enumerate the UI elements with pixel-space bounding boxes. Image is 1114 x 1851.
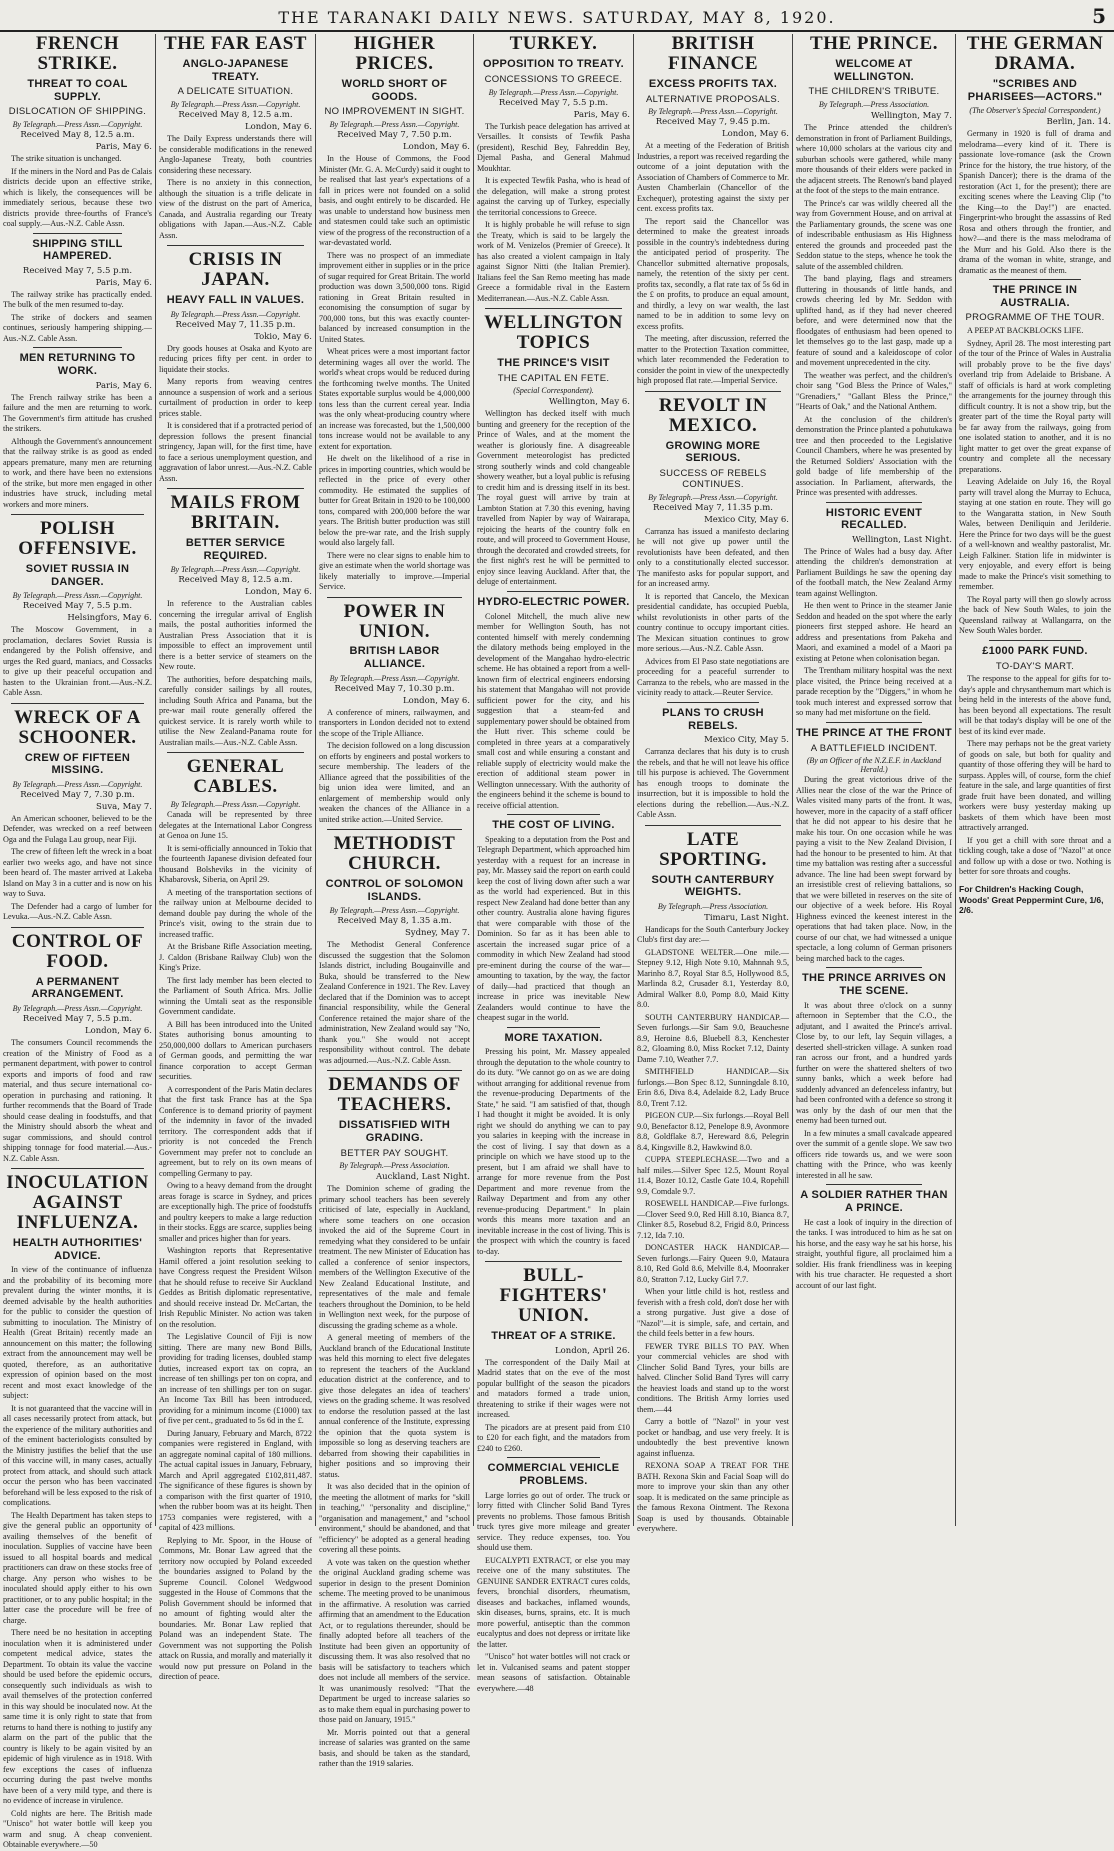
article-byline: By Telegraph.—Press Assn.—Copyright. bbox=[12, 591, 143, 601]
article-byline: By Telegraph.—Press Assn.—Copyright. bbox=[170, 309, 301, 319]
article-paragraph: GLADSTONE WELTER.—One mile.—Stepney 9.12, High Note 9.10, Mahnnah 9.5, Marinho 8.7, Royal Star 8.5, Hollywood 8.5, Marlinda 8.2, Crusader 8.1, Yesterday 8.0, Admiral Walker 8.0, Pomp 8.0, Maid Kitty 8.0. bbox=[637, 947, 789, 1010]
article-subhead: WELCOME AT WELLINGTON. bbox=[833, 57, 915, 83]
article-paragraph: There is no anxiety in this connection, although the situation is a trifle delicate in view of the distrust on the part of America, Canada, and Australia regarding our Treaty obligations with Japan.—Aus.-N.Z. Cable Assn. bbox=[159, 178, 312, 240]
article-subhead: CREW OF FIFTEEN MISSING. bbox=[24, 751, 131, 777]
article-byline: By Telegraph.—Press Assn.—Copyright. bbox=[648, 107, 778, 117]
article-subhead: £1000 PARK FUND. bbox=[982, 644, 1088, 657]
article-dateline: Paris, May 6. bbox=[573, 109, 630, 120]
article-paragraph: The Prince attended the children's demonstration in front of Parliament Buildings, where 10,000 scholars at the various city and suburban schools were gathered, while many more thousands of their elders were packed in the adjacent streets. The Renown's band played at the foot of the steps to the main entrance. bbox=[796, 123, 952, 196]
article-paragraph: The weather was perfect, and the children's choir sang "God Bless the Prince of Wales," "Grenadiers," "Gallant Bless the Prince," "Hearts of Oak," and the National Anthem. bbox=[796, 370, 952, 412]
article-paragraph: "Unisco" hot water bottles will not crack or let in. Vulcanised seams and patent stopper mean seasons of satisfaction. Obtainable everywhere.—48 bbox=[477, 1652, 630, 1693]
article-paragraph: Colonel Mitchell, the much alive new member for Wellington South, has not contented himself with merely condemning the dilatory methods being employed in the development of the Mangahao hydro-electric scheme. He has obtained a report from a well-known firm of electrical engineers endorsing his statement that Mangahao will not provide sufficient power for the city, and his suggestion that a steam-fed and supplementary power should be obtained from the Hutt river. This scheme could be completed in three years at a comparatively small cost and while ensuring a constant and reliable supply of electricity would make the erection of additional steam power in Wellington unnecessary. With the authority of the engineers behind it the scheme is bound to receive official attention. bbox=[477, 611, 630, 810]
column-4 bbox=[474, 33, 634, 1693]
article-divider bbox=[327, 1070, 462, 1071]
article-subhead: HEALTH AUTHORITIES' ADVICE. bbox=[12, 1236, 143, 1262]
article-headline: MAILS FROM BRITAIN. bbox=[170, 492, 301, 534]
article-paragraph: He then went to Prince in the steamer Janie Seddon and headed on the spot where the early pioneers first stepped ashore. He heard an address and presentations from Pakeha and Maori, and examined a model of a Maori pa existing at Petone when colonisation began. bbox=[796, 601, 952, 663]
article-paragraph: The railway strike has practically ended. The bulk of the men resumed to-day. bbox=[3, 289, 152, 310]
article-divider bbox=[327, 829, 462, 830]
article-paragraph: Cold nights are here. The British made "Unisco" hot water bottle will keep you warm and snug. A cheap convenient. Obtainable everywhere.—50 bbox=[3, 1808, 152, 1850]
article-received: Received May 7, 7.50 p.m. bbox=[337, 130, 452, 141]
article-headline: THE GERMAN DRAMA. bbox=[966, 33, 1104, 74]
article-subhead: PLANS TO CRUSH REBELS. bbox=[662, 706, 764, 732]
article bbox=[637, 34, 789, 387]
article-paragraph: The Dominion scheme of grading the primary school teachers has been severely criticised of late, especially in Auckland, where some teachers on one occasion invoked the aid of the Supreme Court in remedying what they considered to be unfair treatment. The new Minister of Education has called a conference of senior inspectors, members of the Wellington Executive of the New Zealand Educational Institute, and representatives of the male and female teachers throughout the Dominion, to be held in Wellington next week, for the purpose of discussing the grading scheme as a whole. bbox=[319, 1184, 470, 1330]
ad-line: For Children's Hacking Cough, bbox=[959, 883, 1084, 894]
article-divider bbox=[167, 752, 304, 753]
article bbox=[477, 1261, 630, 1454]
article-paragraph: The meeting, after discussion, referred the matter to the Protection Taxation committee, which later recommended the Federation to consider the point in view of the unexpectedly high proposed flat rate.—Imperial Service. bbox=[637, 334, 789, 386]
article-received: Received May 7, 7.30 p.m. bbox=[20, 789, 135, 800]
article-headline: INOCULATION AGAINST INFLUENZA. bbox=[6, 1172, 149, 1233]
article-divider bbox=[645, 391, 781, 392]
article-paragraph: Many reports from weaving centres announce a suspension of work and a serious curtailment of production in order to keep prices stable. bbox=[159, 377, 312, 418]
article-dateline: Mexico City, May 5. bbox=[704, 735, 789, 746]
article-divider bbox=[167, 245, 304, 246]
article-paragraph: Germany in 1920 is full of drama and melodrama—every kind of it. There is passionate love-romance (ask the Crown Prince for the history, the true history, of the Spanish Dancer); there is the drama of the restoration (Act 1, for the present); there are exciting scenes where the Leaving Clip ("to the King—to the Day!") are enacted. Fingerprint-who brought the assassins of Red Rosa and others through the frontier, and how?—and there is the mass melodrama of the Murr and his Gold. Also there is the drama of the woman in white, strange, and dramatic as the meanest of them. bbox=[959, 129, 1111, 275]
article-dateline: London, May 6. bbox=[84, 1026, 152, 1037]
article-paragraph: It is expected Tewfik Pasha, who is head of the delegation, will make a strong protest against the carving up of Turkey, especially the territorial concessions to Greece. bbox=[477, 176, 630, 217]
article-subhead: CONTROL OF SOLOMON ISLANDS. bbox=[325, 878, 464, 903]
article-paragraph: It is considered that if a protracted period of depression follows the present financial stringency, Japan will, for the first time, have to face a serious unemployment question, and aggravation of labor unrest.—Aus.-N.Z. Cable Assn. bbox=[159, 421, 312, 483]
article-subhead: COMMERCIAL VEHICLE PROBLEMS. bbox=[487, 1462, 620, 1487]
article-kicker: A BATTLEFIELD INCIDENT. bbox=[810, 742, 938, 754]
article-paragraph: An American schooner, believed to be the Defender, was wrecked on a reef between Oga and the Fulaga Lau group, near Fiji. bbox=[3, 813, 152, 844]
article bbox=[477, 814, 630, 1024]
article-headline: THE FAR EAST bbox=[164, 33, 307, 54]
article-subhead: BRITISH LABOR ALLIANCE. bbox=[349, 645, 440, 671]
article-byline: By Telegraph.—Press Assn.—Copyright. bbox=[329, 673, 460, 683]
article-kicker: CONCESSIONS TO GREECE. bbox=[484, 73, 623, 85]
article-received: Received May 8, 12.5 a.m. bbox=[20, 130, 135, 141]
article-dateline: Mexico City, May 6. bbox=[704, 514, 789, 525]
article-subhead: MEN RETURNING TO WORK. bbox=[19, 352, 136, 377]
article-divider bbox=[11, 927, 144, 928]
article-byline: By Telegraph.—Press Assn.—Copyright. bbox=[648, 492, 778, 502]
article-paragraph: It was also decided that in the opinion of the meeting the allotment of marks for "skill in teaching," "personality and discipline," "organisation and management," and "school environment," should be abandoned, and that "efficiency" be adopted as a general heading covering all these points. bbox=[319, 1482, 470, 1555]
article-kicker: BETTER PAY SOUGHT. bbox=[340, 1147, 449, 1159]
article-paragraph: The Royal party will then go slowly across the back of New South Wales, to join the Queensland railway at Wallangarra, on the New South Wales border. bbox=[959, 594, 1111, 636]
article bbox=[3, 347, 152, 510]
article-subhead: WORLD SHORT OF GOODS. bbox=[341, 77, 448, 103]
article-byline: By Telegraph.—Press Association. bbox=[339, 1161, 450, 1171]
section-divider bbox=[826, 722, 922, 723]
article-paragraph: Wellington has decked itself with much bunting and greenery for the reception of the Prince of Wales, and at the moment the weather is gloriously fine. A disagreeable Government meteorologist has predicted strong southerly winds and cold changeable showery weather, but a loyal public is refusing to credit him and is dressing itself in its best. The royal guest will arrive by train at Lambton Station at 7.30 this evening, having travelled from Napier by way of Wairarapa, rejoicing the hearts of the country folk en route, and will proceed to Government House, through the decorated and crowded streets, for the first night's rest he will be permitted to enjoy since leaving Auckland. After that, the deluge of entertainment. bbox=[477, 409, 630, 587]
article-paragraph: There was no prospect of an immediate improvement either in supplies or in the price of sugar required for Great Britain. The world production was down 3,500,000 tons. Rigid rationing in Great Britain resulted in economising the consumption of sugar by 700,000 tons, but this was exactly counter-balanced by increased consumption in the United States. bbox=[319, 250, 470, 344]
article-byline: (By an Officer of the N.Z.E.F. in Auckland Herald.) bbox=[806, 756, 942, 775]
article-subhead: EXCESS PROFITS TAX. bbox=[648, 77, 778, 90]
article-kicker: TO-DAY'S MART. bbox=[995, 660, 1075, 672]
article-subhead: MORE TAXATION. bbox=[504, 1031, 603, 1044]
article-dateline: London, May 6. bbox=[402, 695, 470, 706]
article-byline: By Telegraph.—Press Assn.—Copyright. bbox=[12, 1004, 143, 1014]
article-kicker: A DELICATE SITUATION. bbox=[177, 86, 294, 98]
article-kicker: DISLOCATION OF SHIPPING. bbox=[8, 106, 147, 118]
article-byline: By Telegraph.—Press Assn.—Copyright. bbox=[488, 87, 619, 97]
section-divider bbox=[507, 814, 600, 815]
article-paragraph: Speaking to a deputation from the Post and Telegraph Department, which approached him yesterday with a request for an increase in pay, Mr. Massey said the report on earth could keep the cost of living down after such a war as the world had experienced. But in this respect New Zealand had done better than any other country. Australia alone having figures that were comparable with those of the Dominion. So far as it has been able to ascertain the increased sugar price of a commodity in which New Zealand had stood pre-eminent during the course of the war—amounting to taxation, by the way, the factor of daily—had practiced that though an increase in price was inevitable New Zealanders would continue to have the cheapest sugar in the world. bbox=[477, 834, 630, 1023]
article-byline: By Telegraph.—Press Association. bbox=[818, 100, 930, 110]
article bbox=[319, 829, 470, 1066]
article-paragraph: SOUTH CANTERBURY HANDICAP.—Seven furlongs.—Sir Sam 9.0, Beauchesne 8.9, Heroine 8.6, Bluebell 8.3, Kenchester 8.2, Gloaming 8.0, Miss Rocket 7.12, Dainty Dame 7.10, Weather 7.7. bbox=[637, 1012, 789, 1064]
article-received: Received May 7, 11.35 p.m. bbox=[175, 319, 296, 330]
article bbox=[159, 34, 312, 241]
article bbox=[3, 233, 152, 345]
article bbox=[796, 1184, 952, 1291]
article-received: Received May 7, 5.5 p.m. bbox=[22, 601, 133, 612]
article-paragraph: In view of the continuance of influenza and the probability of its becoming more prevalent during the winter months, it is deemed advisable by the health authorities for the public to consider the question of submitting to inoculation. The Ministry of Health (Great Britain) recently made an announcement on this matter; the following extract from the announcement may well be quoted, therefore, as an authoritative expression of opinion based on the most recent and most exact knowledge of the subject: bbox=[3, 1265, 152, 1401]
article-paragraph: Sydney, April 28. The most interesting part of the tour of the Prince of Wales in Australia will probably prove to be the five days' overland trip from Adelaide to Brisbane. A staff of officials is hard at work completing the arrangements for the journey through this difficult country. It is not a show trip, but the greater part of the time the Royal party will be far away from the railways, going from one isolated station to another, and it is no light matter to get over the great expanse of country and complete all the necessary preparations. bbox=[959, 338, 1111, 474]
article bbox=[477, 1027, 630, 1258]
article-paragraph: ROSEWELL HANDICAP.—Five furlongs.—Clover Seed 9.0, Red Hill 8.10, Bianca 8.7, Clinker 8.5, Rosebud 8.2, Frigid 8.0, Princess 7.12, Ida 7.10. bbox=[637, 1199, 789, 1240]
article bbox=[796, 34, 952, 499]
article-byline: By Telegraph.—Press Assn.—Copyright. bbox=[12, 779, 143, 789]
article-paragraph: The response to the appeal for gifts for to-day's apple and chrysanthemum mart which is being held in the interests of the above fund, has been beyond all expectations. The result will be that today's display will be one of the best of its kind ever made. bbox=[959, 674, 1111, 736]
article-paragraph: Owing to a heavy demand from the drought areas forage is scarce in Sydney, and prices are exceptionally high. The price of foodstuffs and poultry keepers to make a large reduction in their stocks. Eggs are scarce, supplies being smaller and prices higher than for years. bbox=[159, 1181, 312, 1243]
article-byline: By Telegraph.—Press Assn.—Copyright. bbox=[170, 800, 301, 810]
article-divider bbox=[167, 488, 304, 489]
article bbox=[796, 967, 952, 1181]
article-paragraph: A general meeting of members of the Auckland branch of the Educational Institute was held this morning to elect five delegates to represent the teachers of the Auckland education district at the conference, and to give those delegates an idea of teachers' views on the grading scheme. It was resolved to endorse the resolution passed at the last annual conference of the Institute, expressing the opinion that the quota system is impossible so long as deserving teachers are debarred from showing their capabilities in higher positions and so improving their status. bbox=[319, 1333, 470, 1479]
article-paragraph: It is semi-officially announced in Tokio that the fourteenth Japanese division defeated four thousand Bolsheviks in the vicinity of Khabarovsk, Siberia, on April 29. bbox=[159, 843, 312, 885]
article-paragraph: A PEEP AT BACKBLOCKS LIFE. bbox=[967, 326, 1084, 336]
article bbox=[159, 752, 312, 1682]
article-received: Received May 7, 9.45 p.m. bbox=[655, 117, 771, 128]
article-paragraph: Dry goods houses at Osaka and Kyoto are reducing prices fifty per cent. in order to liquidate their stocks. bbox=[159, 343, 312, 374]
section-divider bbox=[826, 502, 922, 503]
article-paragraph: It was about three o'clock on a sunny afternoon in September that the C.O., the adjutant, and I awaited the Prince's arrival. Close by, to our left, lay Sequin villages, a deserted shell-stricken village. A sunken road ran across our front, and a hundred yards further on were the shattered shelters of two sunny banks, which a week before had suddenly advanced an defenceless infantry, but had been confronted with a defence so strong it was only by the dash of our men that the enemy had been turned out. bbox=[796, 1000, 952, 1126]
article-paragraph: The picadors are at present paid from £10 to £20 for each fight, and the matadors from £240 to £260. bbox=[477, 1422, 630, 1453]
article-paragraph: The Methodist General Conference discussed the suggestion that the Solomon Islands district, including Bougainville and Buka, should be transferred to the New Zealand Conference in 1921. The Rev. Lavey declared that if the Dominion was to accept financial responsibility, while the General Conference retained the major share of the administration, New Zealand would say "No, thank you." She would not accept responsibility without control. The debate was adjourned.—Aus.-N.Z. Cable Assn. bbox=[319, 940, 470, 1065]
article-headline: FRENCH STRIKE. bbox=[35, 33, 120, 74]
article-paragraph: The Moscow Government, in a proclamation, declares Soviet Russia is endangered by the Polish offensive, and urges the Red guard, maniacs, and Cossacks to give up their peaceful occupation and hasten to the Ukrainian front.—Aus.-N.Z. Cable Assn. bbox=[3, 625, 152, 698]
article-paragraph: Handicaps for the South Canterbury Jockey Club's first day are:— bbox=[637, 924, 789, 945]
article-dateline: Wellington, May 6. bbox=[549, 397, 630, 408]
article bbox=[319, 597, 470, 826]
article-paragraph: The Defender had a cargo of lumber for Levuka.—Aus.-N.Z. Cable Assn. bbox=[3, 901, 152, 922]
article-paragraph: There were no clear signs to enable him to give an estimate when the world shortage was likely materially to improve.—Imperial Service. bbox=[319, 550, 470, 592]
article-subhead: A SOLDIER RATHER THAN A PRINCE. bbox=[800, 1189, 948, 1214]
article-dateline: Timaru, Last Night. bbox=[704, 912, 789, 923]
article-subhead: SHIPPING STILL HAMPERED. bbox=[32, 237, 123, 263]
article-subhead: SOVIET RUSSIA IN DANGER. bbox=[25, 563, 130, 588]
article-subhead: THE PRINCE ARRIVES ON THE SCENE. bbox=[801, 972, 947, 998]
article bbox=[3, 703, 152, 923]
article-divider bbox=[327, 597, 462, 598]
article-paragraph: Replying to Mr. Spoor, in the House of Commons, Mr. Bonar Law agreed that the territory now occupied by Poland exceeded the boundaries assigned to Poland by the Supreme Council. Colonel Wedgwood suggested in the House of Commons that the Polish Government should be informed that no amount of fighting would alter the boundaries. Mr. Bonar Law replied that Poland was an independent State. The Government was not supporting the Polish attack on Russia, and morally and materially it would now put pressure on Poland in the direction of peace. bbox=[159, 1535, 312, 1682]
article-paragraph: There need be no hesitation in accepting inoculation when it is administered under competent medical advice, states the Department. To obtain its value the vaccine should be used before the epidemic occurs, consequently such individuals as wish to avail themselves of the protection conferred in this way should be inoculated now. At the same time it is only right to state that from returns to hand there is nothing to justify any alarm on the part of the public that the country is likely to be again visited by an epidemic of high virulence as in 1918. With few exceptions the cases of influenza occurring during the past twelve months have been of a very mild type, and there is no evidence of increase in virulence. bbox=[3, 1628, 152, 1806]
article-paragraph: Large lorries go out of order. The truck or lorry fitted with Clincher Solid Band Tyres prevents no problems. Those famous British truck tyres give more mileage and greater service. They reduce expenses, too. You should use them. bbox=[477, 1490, 630, 1553]
article-headline: CRISIS IN JAPAN. bbox=[188, 249, 283, 291]
article-paragraph: In the House of Commons, the Food Minister (Mr. G. A. McCurdy) said it ought to be realised that last year's expectations of a fall in prices were not founded on a solid basis, and ought entirely to be discarded. He was unable to understand how business men and statesmen could take such an optimistic view of the progress of the reconstruction of a war-devastated world. bbox=[319, 154, 470, 248]
article-subhead: THE PRINCE IN AUSTRALIA. bbox=[992, 284, 1078, 309]
section-divider bbox=[989, 640, 1081, 641]
article bbox=[3, 34, 152, 230]
article-paragraph: During the great victorious drive of the Allies near the close of the war the Prince of Wales visited many parts of the front. It was, however, more in the capacity of a staff officer that he did not appear to his desire that he make his tour. On one occasion while he was paying a visit to the New Zealand Division, I had the honour to be presented to him. At that time my battalion was resting after a successful advance. The line had been swept forward by an irresistible crest of relieving battalions, so that we were billeted in reserves on the site of our objective of a week before. His Royal Highness evinced the keenest interest in the operations that had taken place. Now, in the course of our chat, we had witnessed a unique spectacle, a long column of German prisoners being marched back to the cages. bbox=[796, 775, 952, 963]
article bbox=[637, 702, 789, 821]
article bbox=[796, 722, 952, 965]
article-paragraph: He cast a look of inquiry in the direction of the tanks. I was introduced to him as he sat on his horse, and the easy way he sat his horse, his straight, youthful figure, all proclaimed him a soldier. His frank friendliness was in keeping with his true character. He requested a short account of our last fight. bbox=[796, 1217, 952, 1290]
article-paragraph: It is not guaranteed that the vaccine will in all cases necessarily protect from attack, but the experience of the military authorities and of the eminent bacteriologists consulted by the Ministry justifies the belief that the use of this vaccine will, in many cases, actually protect from attack, and should such attack occur the person who has been vaccinated beforehand will be less exposed to the risk of complications. bbox=[3, 1403, 152, 1508]
article-paragraph: It is highly probable he will refuse to sign the Treaty, which is said to be largely the work of M. Venizelos (Premier of Greece). It has also created a violent campaign in Italy against Signor Nitti (the Italian Premier). Italians feel the San Remo meeting has made Greece a formidable rival in the Eastern Mediterranean.—Aus.-N.Z. Cable Assn. bbox=[477, 220, 630, 303]
column-3 bbox=[316, 33, 474, 1769]
section-divider bbox=[33, 347, 122, 348]
article-subhead: SOUTH CANTERBURY WEIGHTS. bbox=[651, 873, 775, 899]
article-subhead: THREAT TO COAL SUPPLY. bbox=[27, 77, 128, 103]
article-paragraph: The Health Department has taken steps to give the general public an opportunity of availing themselves of the benefit of inoculation. Supplies of vaccine have been issued to all hospital boards and medical practitioners can draw on these stocks free of charge. Any person who wishes to be inoculated should apply either to his own practitioner, or to any public hospital; in the latter case the procedure will be free of charge. bbox=[3, 1510, 152, 1625]
article-paragraph: PIGEON CUP.—Six furlongs.—Royal Bell 9.0, Benefactor 8.12, Penelope 8.9, Avonmore 8.8, Goldflake 8.7, Hereward 8.6, Pelegrin 8.4, Kingsville 8.2, Hawkwind 8.0. bbox=[637, 1111, 789, 1152]
article-paragraph: The Prince's car was wildly cheered all the way from Government House, and on arrival at the Parliamentary grounds, the scene was one of indescribable enthusiasm as His Highness entered the grounds and proceeded past the Seddon statue to the steps, whence he took the salute of the assembled children. bbox=[796, 198, 952, 271]
article-divider bbox=[11, 514, 144, 515]
article-dateline: Wellington, May 7. bbox=[871, 111, 952, 122]
article-paragraph: If you get a chill with sore throat and a tickling cough, take a dose of "Nazol" at once and follow up with a dose or two. Nothing is better for sore throats and coughs. bbox=[959, 835, 1111, 877]
masthead bbox=[0, 0, 1114, 32]
article-subhead: HISTORIC EVENT RECALLED. bbox=[825, 506, 923, 532]
article-received: Received May 7, 5.5 p.m. bbox=[498, 97, 609, 108]
article-subhead: "SCRIBES AND PHARISEES—ACTORS." bbox=[967, 77, 1103, 103]
article-divider bbox=[485, 1261, 622, 1262]
article-subhead: THE PRINCE'S VISIT bbox=[497, 356, 610, 369]
article bbox=[959, 279, 1111, 637]
article-paragraph: A Bill has been introduced into the United States authorising bonus amounting to 250,000,000 dollars to American purchasers of German goods, and permitting the war finance corporation to accept German securities. bbox=[159, 1019, 312, 1082]
article-paragraph: FEWER TYRE BILLS TO PAY. When your commercial vehicles are shod with Clincher Solid Band Tyres, your bills are halved. Clincher Solid Band Tyres will carry the heaviest loads and stand up to the worst conditions. The British Army lorries used them.—44 bbox=[637, 1341, 789, 1414]
article-received: Received May 8, 12.5 a.m. bbox=[178, 110, 293, 121]
article-dateline: London, April 26. bbox=[555, 1345, 630, 1356]
article-paragraph: DONCASTER HACK HANDICAP.—Seven furlongs.—Fairy Queen 9.0, Mataura 8.10, Red Gold 8.6, Melville 8.4, Moonraker 8.0, Stratton 7.12, Lucky Girl 7.7. bbox=[637, 1243, 789, 1284]
article bbox=[637, 391, 789, 699]
article-headline: GENERAL CABLES. bbox=[186, 756, 285, 798]
article-paragraph: The report said the Chancellor was determined to make the greatest inroads possible in the country's indebtedness during the anticipated period of prosperity. The Chancellor submitted alternative proposals, namely, the retention of the sixty per cent. profits tax, secondly, a flat rate tax of 5s 6d in the £ on profits, to produce an equal amount, and thirdly, a levy on war wealth, the last named to be in addition to some levy on excess profits. bbox=[637, 216, 789, 331]
article-paragraph: Pressing his point, Mr. Massey appealed through the deputation to the whole country to do its duty. "We cannot go on as we are doing without arranging for additional revenue from the revenue-producing Departments of the State," he said. "I am satisfied of that, though I had thought it might be avoided. It is only right we should do anything we can to pay you salaries in keeping with the increase in the cost of living. I say that down as a principle on which we have stood up to the present, but I am afraid we shall have to arrange for more revenue from the Post Department and more revenue from the Railway Department and from any other revenue-producing Department." In plain words this means more taxation and an inevitable increase in the cost of living. This is the prospect with which the country is faced to-day. bbox=[477, 1047, 630, 1256]
article-paragraph: The correspondent of the Daily Mail at Madrid states that on the eve of the most popular bullfight of the season the picadors and matadors formed a trade union, threatening to strike if their wages were not increased. bbox=[477, 1357, 630, 1420]
article-subhead: A PERMANENT ARRANGEMENT. bbox=[31, 975, 124, 1001]
article-byline: (The Observer's Special Correspondent.) bbox=[969, 106, 1101, 116]
article-paragraph: The consumers Council recommends the creation of the Ministry of Food as a permanent department, with power to control exports and imports of food and raw material, and thus secure international co-operation in purchasing and rationing. It further recommends that the Board of Trade should cease dealing in foodstuffs, and that the Ministry should absorb the wheat and sugar commissions, and should control shipping tonnage for food material.—Aus.-N.Z. Cable Assn. bbox=[3, 1038, 152, 1163]
article-kicker: PROGRAMME OF THE TOUR. bbox=[965, 312, 1105, 324]
article-divider bbox=[11, 1168, 144, 1169]
article-paragraph: The Prince of Wales had a busy day. After attending the children's demonstration at Parliament Buildings he saw the opening day of the football match, the New Zealand Army team against Wellington. bbox=[796, 546, 952, 598]
article-byline: (Special Correspondent). bbox=[513, 386, 594, 396]
article bbox=[159, 488, 312, 748]
article bbox=[477, 34, 630, 304]
article-subhead: ANGLO-JAPANESE TREATY. bbox=[182, 57, 289, 83]
article-paragraph: When your little child is hot, restless and feverish with a fresh cold, don't dose her with a strong purgative. Just give a dose of "Nazol"—it is simple, safe, and certain, and the child feels better in a few hours. bbox=[637, 1287, 789, 1339]
article-headline: LATE SPORTING. bbox=[659, 828, 767, 870]
article-paragraph: The decision followed on a long discussion on efforts by engineers and postal workers to secure membership. The leaders of the Alliance agreed that the possibilities of the big union idea were limited, and an enlargement of membership would only weaken the chances of the Alliance in a united strike action.—United Service. bbox=[319, 741, 470, 824]
article-kicker: ALTERNATIVE PROPOSALS. bbox=[645, 93, 780, 105]
ad-line: Woods' Great Peppermint Cure, 1/6, 2/6. bbox=[959, 894, 1104, 916]
article-subhead: GROWING MORE SERIOUS. bbox=[665, 439, 761, 465]
section-divider bbox=[826, 1184, 922, 1185]
article-paragraph: If the miners in the Nord and Pas de Calais districts decide upon an effective strike, which is likely, the consequences will be immediately serious, because these two districts provide three-fourths of France's coal supply.—Aus.-N.Z. Cable Assn. bbox=[3, 166, 152, 229]
article-headline: WELLINGTON TOPICS bbox=[484, 312, 623, 353]
article-paragraph: The Turkish peace delegation has arrived at Versailles. It consists of Tewfik Pasha (president), Reschid Bey, Fahreddin Bey, Djemal Pasha, and General Mahmud Moukhtar. bbox=[477, 121, 630, 173]
article-headline: BRITISH FINANCE bbox=[667, 33, 759, 74]
article bbox=[319, 34, 470, 593]
article-kicker: SUCCESS OF REBELS CONTINUES. bbox=[659, 468, 767, 491]
article-divider bbox=[485, 308, 622, 309]
article-paragraph: At the Brisbane Rifle Association meeting, J. Caldon (Brisbane Railway Club) won the King's Prize. bbox=[159, 942, 312, 973]
article-subhead: DISSATISFIED WITH GRADING. bbox=[338, 1119, 451, 1144]
article-received: Received May 8, 1.35 a.m. bbox=[337, 916, 452, 927]
column-1 bbox=[0, 33, 156, 1850]
newspaper-title: THE TARANAKI DAILY NEWS. SATURDAY, MAY 8, 1920. bbox=[278, 8, 836, 27]
article-dateline: Wellington, Last Night. bbox=[852, 534, 952, 545]
article bbox=[637, 825, 789, 1535]
article-byline: By Telegraph.—Press Assn.—Copyright. bbox=[170, 565, 301, 575]
article-dateline: London, May 6. bbox=[244, 122, 312, 133]
article-paragraph: Carry a bottle of "Nazol" in your vest pocket or handbag, and use very freely. It is undoubtedly the best preventive known against influenza. bbox=[637, 1417, 789, 1458]
article-paragraph: Wheat prices were a most important factor determining wages all over the world. The world's wheat crops would be reduced during the forthcoming twelve months. The United States exportable surplus would be 4,000,000 tons less than the current cereal year. India was the only wheat-producing country where an increase was forecasted, but the 1,500,000 tons increase would not be available to any extent for exportation. bbox=[319, 347, 470, 451]
article-paragraph: During January, February and March, 8722 companies were registered in England, with an aggregate nominal capital of 180 millions. The actual capital issues in January, February, March and April aggregated £102,811,487. The significance of these figures is shown by a comparison with the first quarter of 1910, when the rubber boom was at its height. Then 1753 companies were registered, with a capital of 423 millions. bbox=[159, 1428, 312, 1533]
article-subhead: THREAT OF A STRIKE. bbox=[491, 1330, 616, 1343]
article-paragraph: He dwelt on the likelihood of a rise in prices in importing countries, which would be reflected in the price of every other commodity. He estimated the supplies of butter for Great Britain in 1920 to be 100,000 tons, compared with 200,000 before the war years. The British butter production was still below the pre-war rate, and the Irish supply would also largely fall. bbox=[319, 454, 470, 548]
article-dateline: Paris, May 6. bbox=[95, 142, 152, 153]
article bbox=[319, 1070, 470, 1770]
article-byline: By Telegraph.—Press Association. bbox=[657, 901, 769, 911]
article-paragraph: SMITHFIELD HANDICAP.—Six furlongs.—Bon Spec 8.12, Sunningdale 8.10, Erin 8.6, Diva 8.4, Adelaide 8.2, Lady Bruce 8.0, Trent 7.12. bbox=[637, 1067, 789, 1108]
column-7 bbox=[956, 34, 1114, 1526]
article-dateline: Tokio, May 6. bbox=[254, 331, 312, 342]
article-dateline: Paris, May 6. bbox=[95, 380, 152, 391]
article-paragraph: The band playing, flags and streamers fluttering in thousands of little hands, and crowds cheering led by Mr. Seddon with uplifted hand, as if they had never cheered before, and were determined now that the floodgates of enthusiasm had been opened to let themselves go to the last gasp, made up a feature of sound and a kaleidoscope of color and movement unprecedented in the city. bbox=[796, 274, 952, 368]
article-subhead: HEAVY FALL IN VALUES. bbox=[166, 294, 305, 307]
article-divider bbox=[645, 825, 781, 826]
column-5 bbox=[634, 33, 793, 1534]
article-paragraph: Washington reports that Representative Hamil offered a joint resolution seeking to have Congress request the President Wilson that he should refuse to receive Sir Auckland Geddes as British diplomatic representative, and should receive instead Dr. McCartan, the Irish Republic Minister. No action was taken on the resolution. bbox=[159, 1246, 312, 1329]
section-divider bbox=[667, 702, 759, 703]
article-headline: DEMANDS OF TEACHERS. bbox=[328, 1074, 461, 1116]
article-subhead: BETTER SERVICE REQUIRED. bbox=[185, 537, 286, 562]
article-paragraph: The strike situation is unchanged. bbox=[11, 154, 122, 164]
article-paragraph: Although the Government's announcement that the railway strike is as good as ended appears premature, many men are returning to work, and there have been no extensions of the strike, but more men engaged in other industries have struck, including metal workers and more miners. bbox=[3, 436, 152, 509]
article-dateline: Auckland, Last Night. bbox=[375, 1172, 470, 1183]
section-divider bbox=[33, 233, 122, 234]
article-paragraph: At a meeting of the Federation of British Industries, a report was received regarding the outcome of a joint deputation with the Association of Chambers of Commerce to Mr. Austen Chamberlain (Chancellor of the Exchequer), protesting against the sixty per cent. excess profits tax. bbox=[637, 141, 789, 214]
article-dateline: London, May 6. bbox=[402, 142, 470, 153]
article-paragraph: The first lady member has been elected to the Parliament of South Africa. Mrs. Jollie winning the Umtali seat as the responsible Government candidate. bbox=[159, 975, 312, 1017]
article bbox=[477, 308, 630, 588]
article-dateline: Sydney, May 7. bbox=[404, 928, 470, 939]
section-divider bbox=[507, 591, 600, 592]
article-divider bbox=[11, 703, 144, 704]
column-2 bbox=[156, 33, 316, 1682]
article-paragraph: A correspondent of the Paris Matin declares that the first task France has at the Spa Conference is to demand priority of payment of the indemnity in favor of the invaded territory. The correspondent adds that if priority is not conceded the French Government may prefer not to conclude an agreement, but to rely on its own means of compelling Germany to pay. bbox=[159, 1084, 312, 1178]
article bbox=[159, 245, 312, 484]
article-subhead: THE PRINCE AT THE FRONT bbox=[796, 726, 953, 739]
article-dateline: Helsingfors, May 6. bbox=[67, 613, 152, 624]
article-paragraph: A meeting of the transportation sections of the railway union at Melbourne decided to demand double pay during the whole of the Prince's visit, owing to the strain due to increased traffic. bbox=[159, 887, 312, 939]
article-paragraph: The authorities, before despatching mails, carefully consider sailings by all routes, including South Africa and Panama, but the pre-war mail route generally offered the quickest service. It is rarely worth while to utilise the New Zealand-Panama route for Australian mails.—Aus.-N.Z. Cable Assn. bbox=[159, 674, 312, 747]
article-paragraph: EUCALYPTI EXTRACT, or else you may receive one of the many substitutes. The GENUINE SANDER EXTRACT cures colds, fevers, bronchial disorders, rheumatism, diseases and backaches, inflamed wounds, skin diseases, burns, sprains, etc. It is much more powerful, antiseptic than the common eucalyptus and does not depress or irritate like the latter. bbox=[477, 1555, 630, 1649]
article-subhead: THE COST OF LIVING. bbox=[492, 819, 615, 832]
article-headline: CONTROL OF FOOD. bbox=[11, 930, 144, 972]
article bbox=[959, 34, 1111, 276]
article-headline: BULL-FIGHTERS' UNION. bbox=[499, 1265, 608, 1327]
article-byline: By Telegraph.—Press Assn.—Copyright. bbox=[170, 100, 301, 110]
article-paragraph: The strike of dockers and seamen continues, seriously hampering shipping.—Aus.-N.Z. Cable Assn. bbox=[3, 312, 152, 343]
article-paragraph: In a few minutes a small cavalcade appeared over the summit of a gentle slope. We saw two officers ride towards us, and we were soon chatting with the Prince, who was keenly interested in all he saw. bbox=[796, 1128, 952, 1180]
article-byline: By Telegraph.—Press Assn.—Copyright. bbox=[12, 120, 143, 130]
article-paragraph: Leaving Adelaide on July 16, the Royal party will travel along the Murray to Echuca, staying at one station en route. They will go to the Wangaratta station, in New South Wales, between Deniliquin and Jerilderie. Here the Prince for two days will be the guest of a well-known and wealthy pastoralist, Mr. Leigh Falkiner. Station life in midwinter is very enjoyable, and every effort is being made to make the Prince's visit something to remember. bbox=[959, 477, 1111, 592]
article-dateline: Suva, May 7. bbox=[96, 801, 152, 812]
article bbox=[796, 502, 952, 719]
article-paragraph: A conference of miners, railwaymen, and transporters in London decided not to extend the scope of the Triple Alliance. bbox=[319, 707, 470, 738]
article-paragraph: Advices from El Paso state negotiations are proceeding for a peaceful surrender to Carranza to the rebels, who are massed in the vicinity ready to attack.—Reuter Service. bbox=[637, 656, 789, 698]
article-kicker: THE CHILDREN'S TRIBUTE. bbox=[808, 86, 940, 98]
article-headline: HIGHER PRICES. bbox=[353, 33, 436, 74]
article-headline: REVOLT IN MEXICO. bbox=[658, 394, 768, 436]
section-divider bbox=[989, 279, 1081, 280]
article-dateline: Berlin, Jan. 14. bbox=[1046, 117, 1111, 128]
article-paragraph: Carranza declares that his duty is to crush the rebels, and that he will not leave his office till his purpose is achieved. The Government has enough troops to dominate the insurrection, but it is impossible to hold the elections during the rebellion.—Aus.-N.Z. Cable Assn. bbox=[637, 747, 789, 820]
article-paragraph: REXONA SOAP A TREAT FOR THE BATH. Rexona Skin and Facial Soap will do more to improve your skin than any other soap. It is medicated on the same principle as the famous Rexona Ointment. The Rexona Soap is used by thousands. Obtainable everywhere. bbox=[637, 1461, 789, 1534]
article-paragraph: There may perhaps not be the great variety of goods on sale, but both for quality and quantity of those offering they will be hard to surpass. Apples will, of course, form the chief feature in the sale, and large quantities of first grade fruit have been donated, and willing workers were busy yesterday making up baskets of them which have been most attractively arranged. bbox=[959, 739, 1111, 833]
article bbox=[477, 1457, 630, 1694]
article-paragraph: A vote was taken on the question whether the original Auckland grading scheme was superior in design to the present Dominion scheme. The meeting proved to be unanimous in the affirmative. A resolution was carried affirming that an amendment to the Education Act, or to regulations thereunder, should be finally adopted before all teachers of the Institute had been given an opportunity of discussing them. It was also resolved that no basis will be satisfactory to teachers which does not include all members of the service. It was unanimously resolved: "That the Department be urged to increase salaries so as to make them equal in purchasing power to those paid on January, 1915." bbox=[319, 1557, 470, 1725]
section-divider bbox=[826, 967, 922, 968]
article bbox=[3, 927, 152, 1164]
article-paragraph: The Legislative Council of Fiji is now sitting. There are many new Bond Bills, providing for trading licenses, doubled stamp duties, increased export tax on copra, an increase of ten shillings per ton on copra, and an increase of ten shillings per ton on sugar. An Income Tax Bill has been introduced, providing for a minimum income (£1000) tax of five per cent., graduated to 5s 6d in the £. bbox=[159, 1332, 312, 1426]
article bbox=[3, 1168, 152, 1851]
article bbox=[477, 591, 630, 811]
page-number: 5 bbox=[1092, 4, 1106, 28]
article-paragraph: The French railway strike has been a failure and the men are returning to work. The Government's firm attitude has crushed the strikers. bbox=[3, 392, 152, 434]
article bbox=[959, 640, 1111, 878]
article-headline: WRECK OF A SCHOONER. bbox=[14, 706, 141, 748]
article-paragraph: The Trentham military hospital was the next place visited, the Prince being received at a parade reception by the "Diggers," in whom he took much interest and expressed sorrow that so many had met misfortune on the field. bbox=[796, 666, 952, 718]
article bbox=[3, 514, 152, 699]
section-divider bbox=[507, 1457, 600, 1458]
column-6 bbox=[793, 34, 956, 1526]
article-received: Received May 7, 10.30 p.m. bbox=[334, 683, 455, 694]
footer-advertisement bbox=[959, 884, 1111, 916]
article-paragraph: Carranza has issued a manifesto declaring he will not give up power until the revolutionists have been defeated, and then only to a constitutionally elected successor. The manifesto asks for popular support, and for an increased army. bbox=[637, 526, 789, 589]
article-paragraph: It is reported that Cancelo, the Mexican presidential candidate, has occupied Puebla, whilst revolutionists in other parts of the country continue to occupy important cities. The Mexican situation continues to grow more serious.—Aus.-N.Z. Cable Assn. bbox=[637, 591, 789, 654]
article-headline: TURKEY. bbox=[509, 33, 598, 54]
article-dateline: London, May 6. bbox=[244, 587, 312, 598]
article-dateline: Paris, May 6. bbox=[95, 277, 152, 288]
article-headline: THE PRINCE. bbox=[810, 33, 938, 54]
article-headline: POWER IN UNION. bbox=[343, 600, 446, 642]
article-byline: By Telegraph.—Press Assn.—Copyright. bbox=[329, 906, 460, 916]
article-subhead: OPPOSITION TO TREATY. bbox=[483, 57, 624, 70]
article-paragraph: CUPPA STEEPLECHASE.—Two and a half miles.—Silver Spec 12.5, Mount Royal 11.4, Bozer 10.12, Castle Gate 10.4, Ropehill 9.9, Comdale 9.7. bbox=[637, 1155, 789, 1196]
article-dateline: London, May 6. bbox=[721, 129, 789, 140]
article-paragraph: Mr. Morris pointed out that a general increase of salaries was granted on the same basis, and should be taken as the standard, rather than the 1919 salaries. bbox=[319, 1727, 470, 1769]
section-divider bbox=[507, 1027, 600, 1028]
article-paragraph: At the conclusion of the children's demonstration the Prince planted a pohutukawa tree and then proceeded to the Legislative Council Chambers, where he was presented by the Returned Soldiers' Association with the gold badge of life membership of the association. In Parliament, afterwards, the Prince was presented with addresses. bbox=[796, 414, 952, 498]
article-received: Received May 7, 5.5 p.m. bbox=[22, 1014, 133, 1025]
article-received: Received May 8, 12.5 a.m. bbox=[178, 575, 293, 586]
article-paragraph: In reference to the Australian cables concerning the irregular arrival of English mails, the postal authorities informed the Australian Press Association that it is impossible to effect an improvement until there is a better service of steamers on the New route. bbox=[159, 599, 312, 672]
article-paragraph: Canada will be represented by three delegates at the International Labor Congress at Genoa on June 15. bbox=[159, 810, 312, 841]
article-received: Received May 7, 5.5 p.m. bbox=[22, 265, 133, 276]
article-kicker: THE CAPITAL EN FETE. bbox=[497, 372, 610, 384]
article-headline: METHODIST CHURCH. bbox=[333, 833, 456, 875]
article-byline: By Telegraph.—Press Assn.—Copyright. bbox=[329, 120, 460, 130]
article-received: Received May 7, 11.35 p.m. bbox=[653, 502, 773, 513]
article-subhead: HYDRO-ELECTRIC POWER. bbox=[477, 595, 630, 608]
article-headline: POLISH OFFENSIVE. bbox=[18, 518, 137, 560]
article-paragraph: The crew of fifteen left the wreck in a boat earlier two weeks ago, and have not since been heard of. The master arrived at Lakeba Island on May 3 in a cutter and is now on his way to Suva. bbox=[3, 847, 152, 899]
article-kicker: NO IMPROVEMENT IN SIGHT. bbox=[324, 106, 465, 118]
article-paragraph: The Daily Express understands there will be considerable modifications in the renewed Anglo-Japanese Treaty, both countries considering these necessary. bbox=[159, 134, 312, 175]
